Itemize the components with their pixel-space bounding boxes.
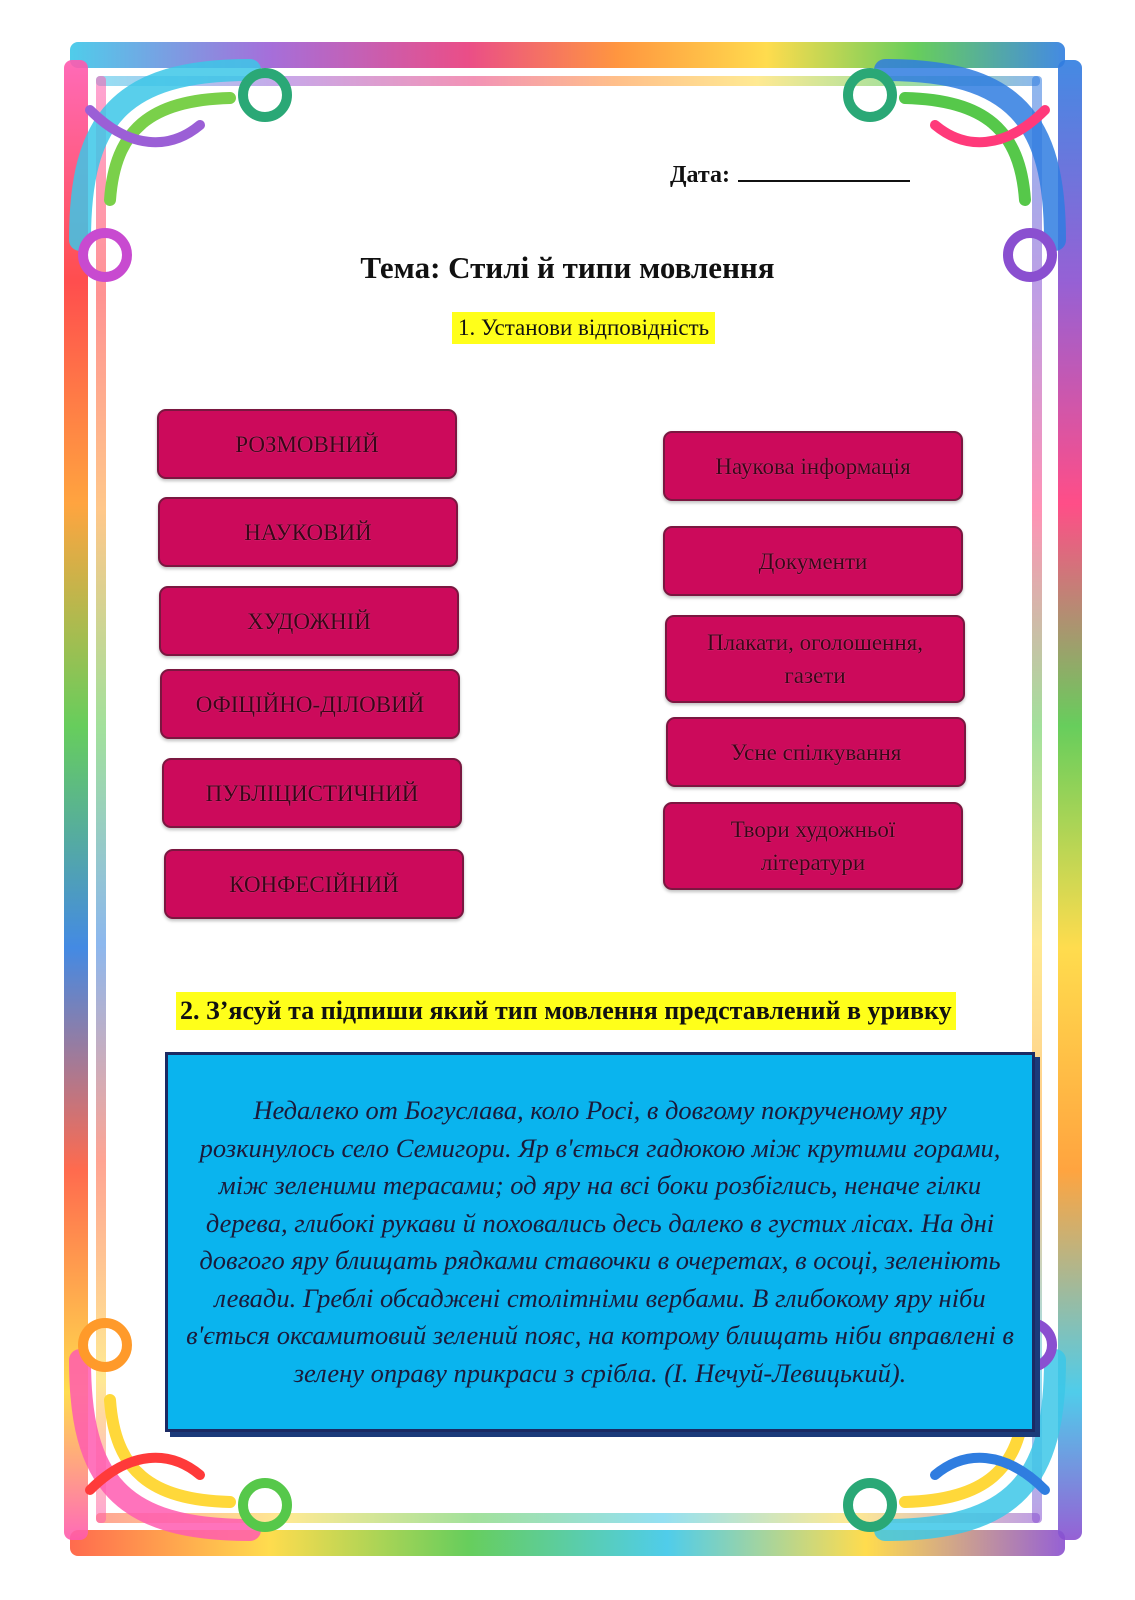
- date-field: [670, 158, 910, 189]
- date-label: Дата:: [670, 162, 730, 188]
- text-passage-box: [165, 1052, 1035, 1432]
- date-blank-line[interactable]: [738, 158, 910, 182]
- style-card-rozmovnyi[interactable]: РОЗМОВНИЙ: [157, 409, 457, 479]
- style-card-ofitsiino-dilovyi[interactable]: ОФІЦІЙНО-ДІЛОВИЙ: [160, 669, 460, 739]
- sphere-card-oral-communication[interactable]: Усне спілкування: [666, 717, 966, 787]
- style-card-khudozhnii[interactable]: ХУДОЖНІЙ: [159, 586, 459, 656]
- task-1-heading: 1. Установи відповідність: [452, 312, 715, 344]
- sphere-card-documents[interactable]: Документи: [663, 526, 963, 596]
- corner-ornament-top-left: [80, 70, 287, 277]
- sphere-card-fiction[interactable]: Твори художньої літератури: [663, 802, 963, 890]
- page-title: Тема: Стилі й типи мовлення: [360, 250, 775, 285]
- style-card-publitsystychnyi[interactable]: ПУБЛІЦИСТИЧНИЙ: [162, 758, 462, 828]
- sphere-card-scientific-info[interactable]: Наукова інформація: [663, 431, 963, 501]
- style-card-konfesiinyi[interactable]: КОНФЕСІЙНИЙ: [164, 849, 464, 919]
- task-2-heading: 2. З’ясуй та підпиши який тип мовлення представлений в уривку: [176, 992, 956, 1030]
- sphere-card-posters[interactable]: Плакати, оголошення, газети: [665, 615, 965, 703]
- passage-text: Недалеко от Богуслава, коло Росі, в довгому покрученому яру розкинулось село Семигори. Яр в'ється гадюкою між крутими горами, між зеленими терасами; од яру на всі боки розбіглись, неначе гілки дерева, глибокі рукави й поховались десь далеко в густих лісах. На дні довгого яру блищать рядками ставочки в очеретах, в осоці, зеленіють левади. Греблі обсаджені столітніми вербами. В глибокому яру ніби в'ється оксамитовий зелений пояс, на котрому блищать ніби вправлені в зелену оправу прикраси з срібла. (І. Нечуй-Левицький).: [186, 1095, 1014, 1388]
- style-card-naukovyi[interactable]: НАУКОВИЙ: [158, 497, 458, 567]
